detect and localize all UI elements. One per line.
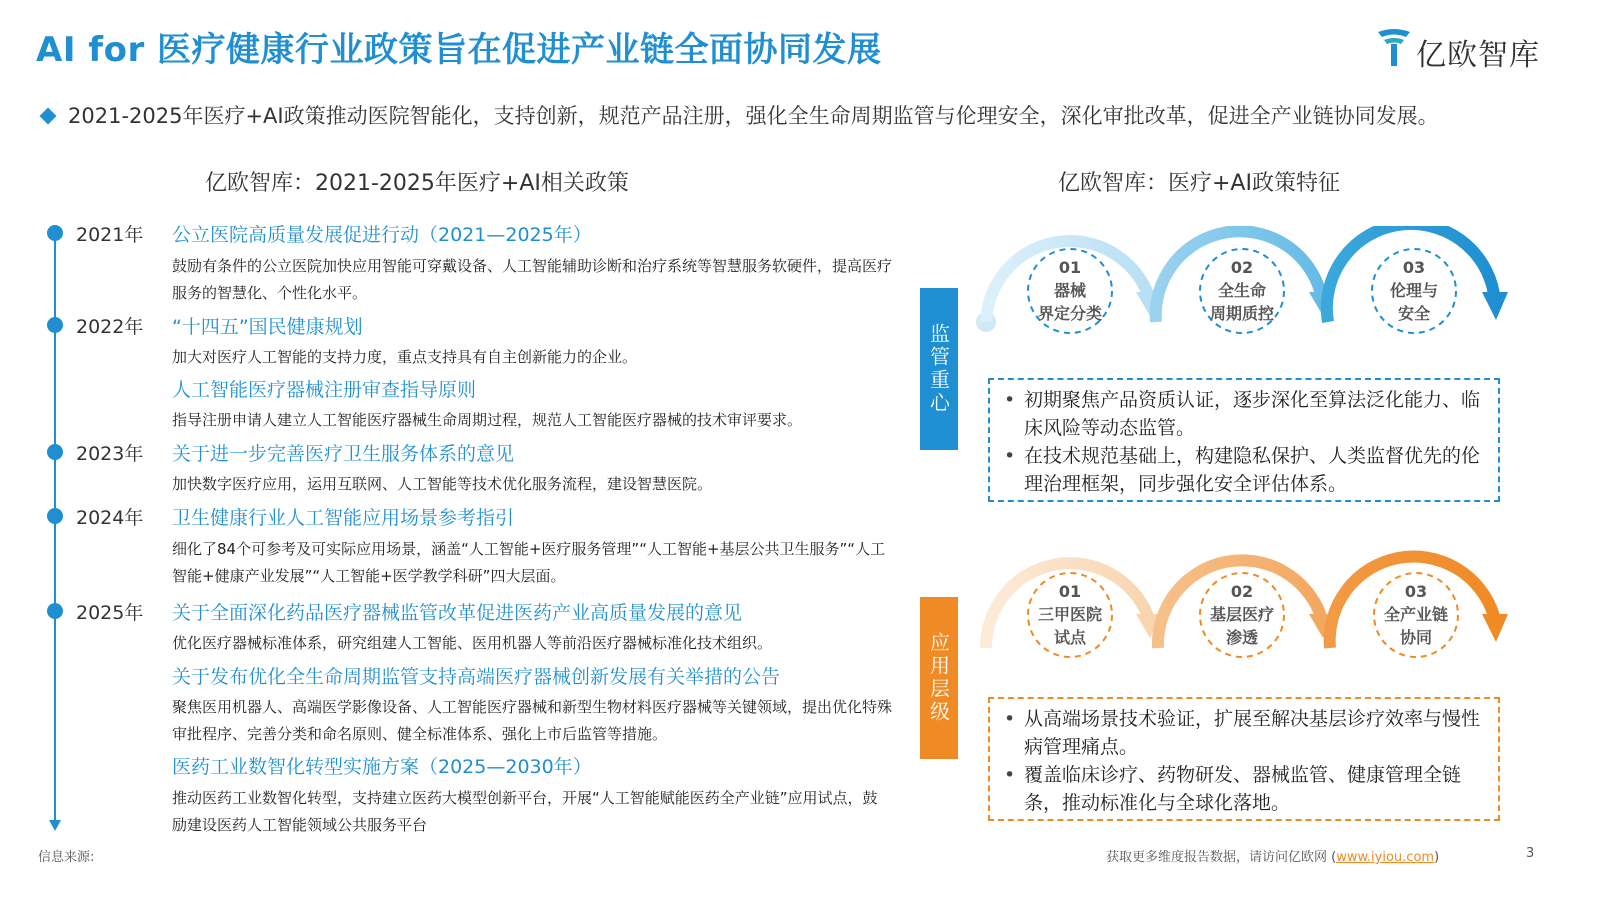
page-title: AI for 医疗健康行业政策旨在促进产业链全面协同发展 xyxy=(36,30,882,70)
policy-desc: 指导注册申请人建立人工智能医疗器械生命周期过程，规范人工智能医疗器械的技术审评要求。 xyxy=(172,411,803,429)
diamond-bullet-icon xyxy=(40,107,57,124)
supervision-badge: 监管重心 xyxy=(920,288,958,450)
policy-title: 公立医院高质量发展促进行动（2021—2025年） xyxy=(172,224,592,246)
source-label: 信息来源: xyxy=(38,850,95,865)
timeline-dot xyxy=(47,603,63,619)
year-label-2022: 2022年 xyxy=(76,316,144,338)
bullet-item: • 覆盖临床诊疗、药物研发、器械监管、健康管理全链条，推动标准化与全球化落地。 xyxy=(1024,761,1484,817)
application-item: 02 基层医疗 渗透 xyxy=(1209,582,1274,647)
policy-title: “十四五”国民健康规划 xyxy=(172,316,363,338)
policy-desc: 优化医疗器械标准体系，研究组建人工智能、医用机器人等前沿医疗器械标准化技术组织。 xyxy=(172,634,773,652)
timeline-arrow-icon xyxy=(49,820,61,831)
policy-desc: 聚焦医用机器人、高端医学影像设备、人工智能医疗器械和新型生物材料医疗器械等关键领域，提出优化特殊审批程序、完善分类和命名原则、健全标准体系、强化上市后监管等措施。 xyxy=(172,698,893,743)
year-label-2025: 2025年 xyxy=(76,602,144,624)
supervision-box xyxy=(988,378,1500,502)
summary-line xyxy=(38,100,1439,130)
policy-title: 人工智能医疗器械注册审查指导原则 xyxy=(172,379,477,401)
supervision-circles xyxy=(976,226,1516,356)
policy-desc: 细化了84个可参考及可实际应用场景，涵盖“人工智能+医疗服务管理”“人工智能+基层公共卫生服务”“人工智能+健康产业发展”“人工智能+医学教学科研”四大层面。 xyxy=(172,540,886,585)
right-section-heading: 亿欧智库：医疗+AI政策特征 xyxy=(1058,171,1340,196)
supervision-item: 02 全生命 周期质控 xyxy=(1209,258,1274,323)
policy-desc: 加大对医疗人工智能的支持力度，重点支持具有自主创新能力的企业。 xyxy=(172,348,638,366)
brand-logo xyxy=(1376,24,1556,73)
application-item: 01 三甲医院 试点 xyxy=(1037,582,1102,647)
timeline-dot xyxy=(47,225,63,241)
year-label-2023: 2023年 xyxy=(76,443,144,465)
timeline-dot xyxy=(47,317,63,333)
policy-title: 关于发布优化全生命周期监管支持高端医疗器械创新发展有关举措的公告 xyxy=(172,666,781,688)
year-label-2021: 2021年 xyxy=(76,224,144,246)
page-number: 3 xyxy=(1526,846,1535,861)
timeline-dot xyxy=(47,444,63,460)
year-label-2024: 2024年 xyxy=(76,507,144,529)
policy-desc: 推动医药工业数智化转型，支持建立医药大模型创新平台，开展“人工智能赋能医药全产业链”应用试点，鼓励建设医药人工智能领域公共服务平台 xyxy=(172,789,878,834)
iyiou-link[interactable]: www.iyiou.com xyxy=(1336,850,1435,865)
policy-title: 医药工业数智化转型实施方案（2025—2030年） xyxy=(172,756,592,778)
policy-desc: 加快数字医疗应用，运用互联网、人工智能等技术优化服务流程，建设智慧医院。 xyxy=(172,475,713,493)
bullet-item: • 在技术规范基础上，构建隐私保护、人类监督优先的伦理治理框架，同步强化安全评估体系。 xyxy=(1024,442,1484,498)
application-badge: 应用层级 xyxy=(920,597,958,759)
brand-name: 亿欧智库 xyxy=(1416,38,1540,73)
left-section-heading: 亿欧智库：2021-2025年医疗+AI相关政策 xyxy=(205,171,629,196)
brand-mark-icon xyxy=(1376,26,1412,68)
application-circles xyxy=(976,548,1516,678)
footer-visit: 获取更多维度报告数据，请访问亿欧网 (www.iyiou.com) xyxy=(1106,850,1440,865)
application-item: 03 全产业链 协同 xyxy=(1383,582,1448,647)
supervision-item: 03 伦理与 安全 xyxy=(1389,258,1438,323)
policy-title: 卫生健康行业人工智能应用场景参考指引 xyxy=(172,507,515,529)
policy-title: 关于进一步完善医疗卫生服务体系的意见 xyxy=(172,443,515,465)
policy-desc: 鼓励有条件的公立医院加快应用智能可穿戴设备、人工智能辅助诊断和治疗系统等智慧服务软硬件，提高医疗服务的智慧化、个性化水平。 xyxy=(172,257,893,302)
policy-title: 关于全面深化药品医疗器械监管改革促进医药产业高质量发展的意见 xyxy=(172,602,743,624)
bullet-item: • 从高端场景技术验证，扩展至解决基层诊疗效率与慢性病管理痛点。 xyxy=(1024,705,1484,761)
summary-text: 2021-2025年医疗+AI政策推动医院智能化，支持创新，规范产品注册，强化全生命周期监管与伦理安全，深化审批改革，促进全产业链协同发展。 xyxy=(68,104,1439,128)
application-box xyxy=(988,697,1500,821)
timeline-dot xyxy=(47,508,63,524)
supervision-item: 01 器械 界定分类 xyxy=(1037,258,1102,323)
bullet-item: • 初期聚焦产品资质认证，逐步深化至算法泛化能力、临床风险等动态监管。 xyxy=(1024,386,1484,442)
